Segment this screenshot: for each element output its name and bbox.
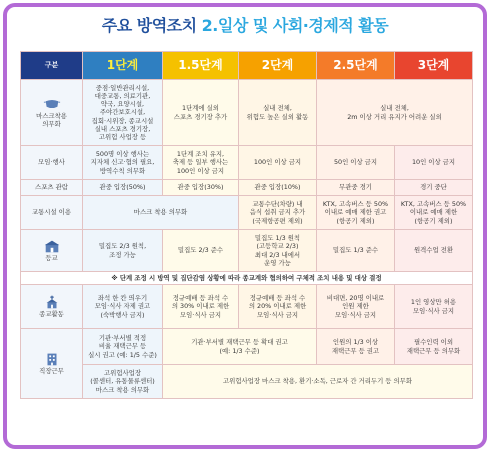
cell-gathering-s2: 100인 이상 금지 xyxy=(239,146,317,180)
category-gathering: 모임·행사 xyxy=(21,146,83,180)
cell-religion-s15: 정규예배 등 좌석 수 의 30% 이내로 제한 모임·식사 금지 xyxy=(163,285,239,329)
cell-sports-s3: 경기 중단 xyxy=(395,180,473,196)
row-school xyxy=(21,230,473,272)
cell-mask-s1: 중점·일반관리시설, 대중교통, 의료기관, 약국, 요양시설, 주야간보호시설, 집회·시위장, 종교시설 실내 스포츠 경기장, 고위험 사업장 등 xyxy=(83,80,163,146)
category-label: 직장근무 xyxy=(39,366,64,375)
infographic-frame xyxy=(3,3,487,449)
header-category: 구분 xyxy=(21,52,83,80)
cell-school-s15: 밀집도 2/3 준수 xyxy=(163,230,239,272)
cell-transport-s25: KTX, 고속버스 등 50% 이내로 예매 제한 권고 (항공기 제외) xyxy=(317,196,395,230)
category-transport: 교통시설 이용 xyxy=(21,196,83,230)
row-note xyxy=(21,272,473,285)
cell-gathering-s1: 500명 이상 행사는 지자체 신고·협의 필요, 방역수칙 의무화 xyxy=(83,146,163,180)
cell-sports-s25: 무관중 경기 xyxy=(317,180,395,196)
category-sports: 스포츠 관람 xyxy=(21,180,83,196)
cell-work-remote-s3: 필수인력 이외 재택근무 등 의무화 xyxy=(395,329,473,365)
category-religion xyxy=(21,285,83,329)
cell-sports-s15: 관중 입장(30%) xyxy=(163,180,239,196)
category-label: 등교 xyxy=(45,253,58,262)
cell-transport-s3: KTX, 고속버스 등 50% 이내로 예매 제한 (항공기 제외) xyxy=(395,196,473,230)
header-stage1: 1단계 xyxy=(83,52,163,80)
row-sports xyxy=(21,180,473,196)
cell-mask-s25-3: 실내 전체, 2m 이상 거리 유지가 어려운 실외 xyxy=(317,80,473,146)
cell-transport-s2: 교통수단(차량) 내 음식 섭취 금지 추가 (국제항공편 제외) xyxy=(239,196,317,230)
office-building-icon xyxy=(43,352,61,366)
cell-gathering-s25: 50인 이상 금지 xyxy=(317,146,395,180)
cell-gathering-s3: 10인 이상 금지 xyxy=(395,146,473,180)
mask-icon xyxy=(43,97,61,111)
category-work xyxy=(21,329,83,399)
category-mask xyxy=(21,80,83,146)
cell-religion-s3: 1인 영상만 허용 모임·식사 금지 xyxy=(395,285,473,329)
header-stage3: 3단계 xyxy=(395,52,473,80)
cell-school-s1: 밀집도 2/3 원칙, 조정 가능 xyxy=(83,230,163,272)
cell-gathering-s15: 1단계 조치 유지, 축제 등 일부 행사는 100인 이상 금지 xyxy=(163,146,239,180)
cell-work-remote-s25: 인원의 1/3 이상 재택근무 등 권고 xyxy=(317,329,395,365)
row-mask xyxy=(21,80,473,146)
category-school xyxy=(21,230,83,272)
category-label: 마스크착용 의무화 xyxy=(36,111,67,128)
cell-school-s2: 밀집도 1/3 원칙 (고등학교 2/3) 최대 2/3 내에서 운영 가능 xyxy=(239,230,317,272)
cell-transport-s1-15: 마스크 착용 의무화 xyxy=(83,196,239,230)
header-stage25: 2.5단계 xyxy=(317,52,395,80)
cell-work-remote-s1: 기관·부서별 적정 비율 재택근무 등 실시 권고 (예: 1/5 수준) xyxy=(83,329,163,365)
cell-mask-s15: 1단계에 실외 스포츠 경기장 추가 xyxy=(163,80,239,146)
cell-work-remote-s15-2: 기관·부서별 재택근무 등 확대 권고 (예: 1/3 수준) xyxy=(163,329,317,365)
adjustment-note: ※ 단계 조정 시 방역 및 집단감염 상황에 따라 종교계와 협의하여 구체적 조치 내용 및 대상 결정 xyxy=(21,272,473,285)
cell-religion-s25: 비대면, 20명 이내로 인원 제한 모임·식사 금지 xyxy=(317,285,395,329)
title-part2: 2.일상 및 사회·경제적 활동 xyxy=(201,16,389,35)
header-stage15: 1.5단계 xyxy=(163,52,239,80)
cell-school-s25: 밀집도 1/3 준수 xyxy=(317,230,395,272)
cell-sports-s1: 관중 입장(50%) xyxy=(83,180,163,196)
cell-religion-s1: 좌석 한 칸 띄우기 모임·식사 자제 권고 (숙박행사 금지) xyxy=(83,285,163,329)
category-label: 종교활동 xyxy=(39,309,64,318)
row-gathering xyxy=(21,146,473,180)
row-work-mask xyxy=(21,365,473,399)
cell-work-mask-s1: 고위험사업장 (콜센터, 유통물류센터) 마스크 착용 의무화 xyxy=(83,365,163,399)
church-icon xyxy=(43,295,61,309)
cell-religion-s2: 정규예배 등 좌석 수 의 20% 이내로 제한 모임·식사 금지 xyxy=(239,285,317,329)
row-religion xyxy=(21,285,473,329)
header-row xyxy=(21,52,473,80)
row-work-remote xyxy=(21,329,473,365)
header-stage2: 2단계 xyxy=(239,52,317,80)
cell-sports-s2: 관중 입장(10%) xyxy=(239,180,317,196)
cell-work-mask-s15-3: 고위험사업장 마스크 착용, 환기·소독, 근로자 간 거리두기 등 의무화 xyxy=(163,365,473,399)
title-part1: 주요 방역조치 xyxy=(101,16,197,35)
measures-table xyxy=(20,51,473,399)
school-icon xyxy=(43,239,61,253)
page-title xyxy=(7,13,483,36)
cell-mask-s2: 실내 전체, 위험도 높은 실외 활동 xyxy=(239,80,317,146)
row-transport xyxy=(21,196,473,230)
cell-school-s3: 원격수업 전환 xyxy=(395,230,473,272)
